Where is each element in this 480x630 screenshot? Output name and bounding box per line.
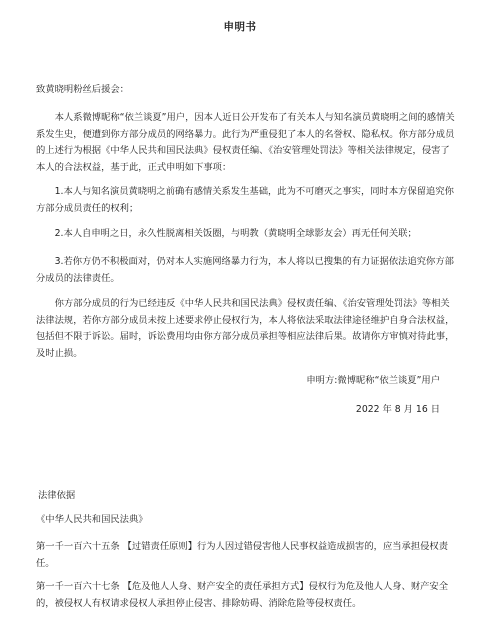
legal-basis-heading: 法律依据 <box>38 490 76 501</box>
document-title: 申明书 <box>223 21 257 33</box>
legal-article-1167: 第一千一百六十七条 【危及他人人身、财产安全的责任承担方式】侵权行为危及他人人身、财产安全的，被侵权人有权请求侵权人承担停止侵害、排除妨碍、消除危险等侵权责任。 <box>36 581 449 609</box>
item-3-paragraph: 3.若你方仍不积极面对，仍对本人实施网络暴力行为，本人将以已搜集的有力证据依法追究你方部分成员的法律责任。 <box>36 256 454 284</box>
item-1-paragraph: 1.本人与知名演员黄晓明之前确有感情关系发生基础，此为不可磨灭之事实，同时本方保留追究你方部分成员责任的权利； <box>36 186 454 214</box>
greeting: 致黄晓明粉丝后援会： <box>36 84 129 95</box>
legal-article-1165: 第一千一百六十五条 【过错责任原则】行为人因过错侵害他人民事权益造成损害的，应当承担侵权责任。 <box>36 541 449 569</box>
intro-paragraph: 本人系微博昵称“依兰谈夏”用户，因本人近日公开发布了有关本人与知名演员黄晓明之间的感情关系发生史，便遭到你方部分成员的网络暴力。此行为严重侵犯了本人的名誉权、隐私权。你方部分成员的上述行为根据《中华人民共和国民法典》侵权责任编、《治安管理处罚法》等相关法律规定，侵害了本人的合法权益，基于此，正式申明如下事项： <box>36 112 455 173</box>
closing-paragraph: 你方部分成员的行为已经违反《中华人民共和国民法典》侵权责任编、《治安管理处罚法》等相关法律法规，若你方部分成员未按上述要求停止侵权行为，本人将依法采取法律途径维护自身合法权益，包括但不限于诉讼。届时，诉讼费用均由你方部分成员承担等相应法律后果。故请你方审慎对待此事，及时止损。 <box>36 298 455 359</box>
legal-code-name: 《中华人民共和国民法典》 <box>36 514 148 525</box>
item-2-paragraph: 2.本人自申明之日，永久性脱离相关饭圈，与明教（黄晓明全球影友会）再无任何关联； <box>54 228 417 239</box>
date-line: 2022 年 8 月 16 日 <box>355 404 440 415</box>
signature-line: 申明方:微博昵称“依兰谈夏”用户 <box>306 375 440 386</box>
